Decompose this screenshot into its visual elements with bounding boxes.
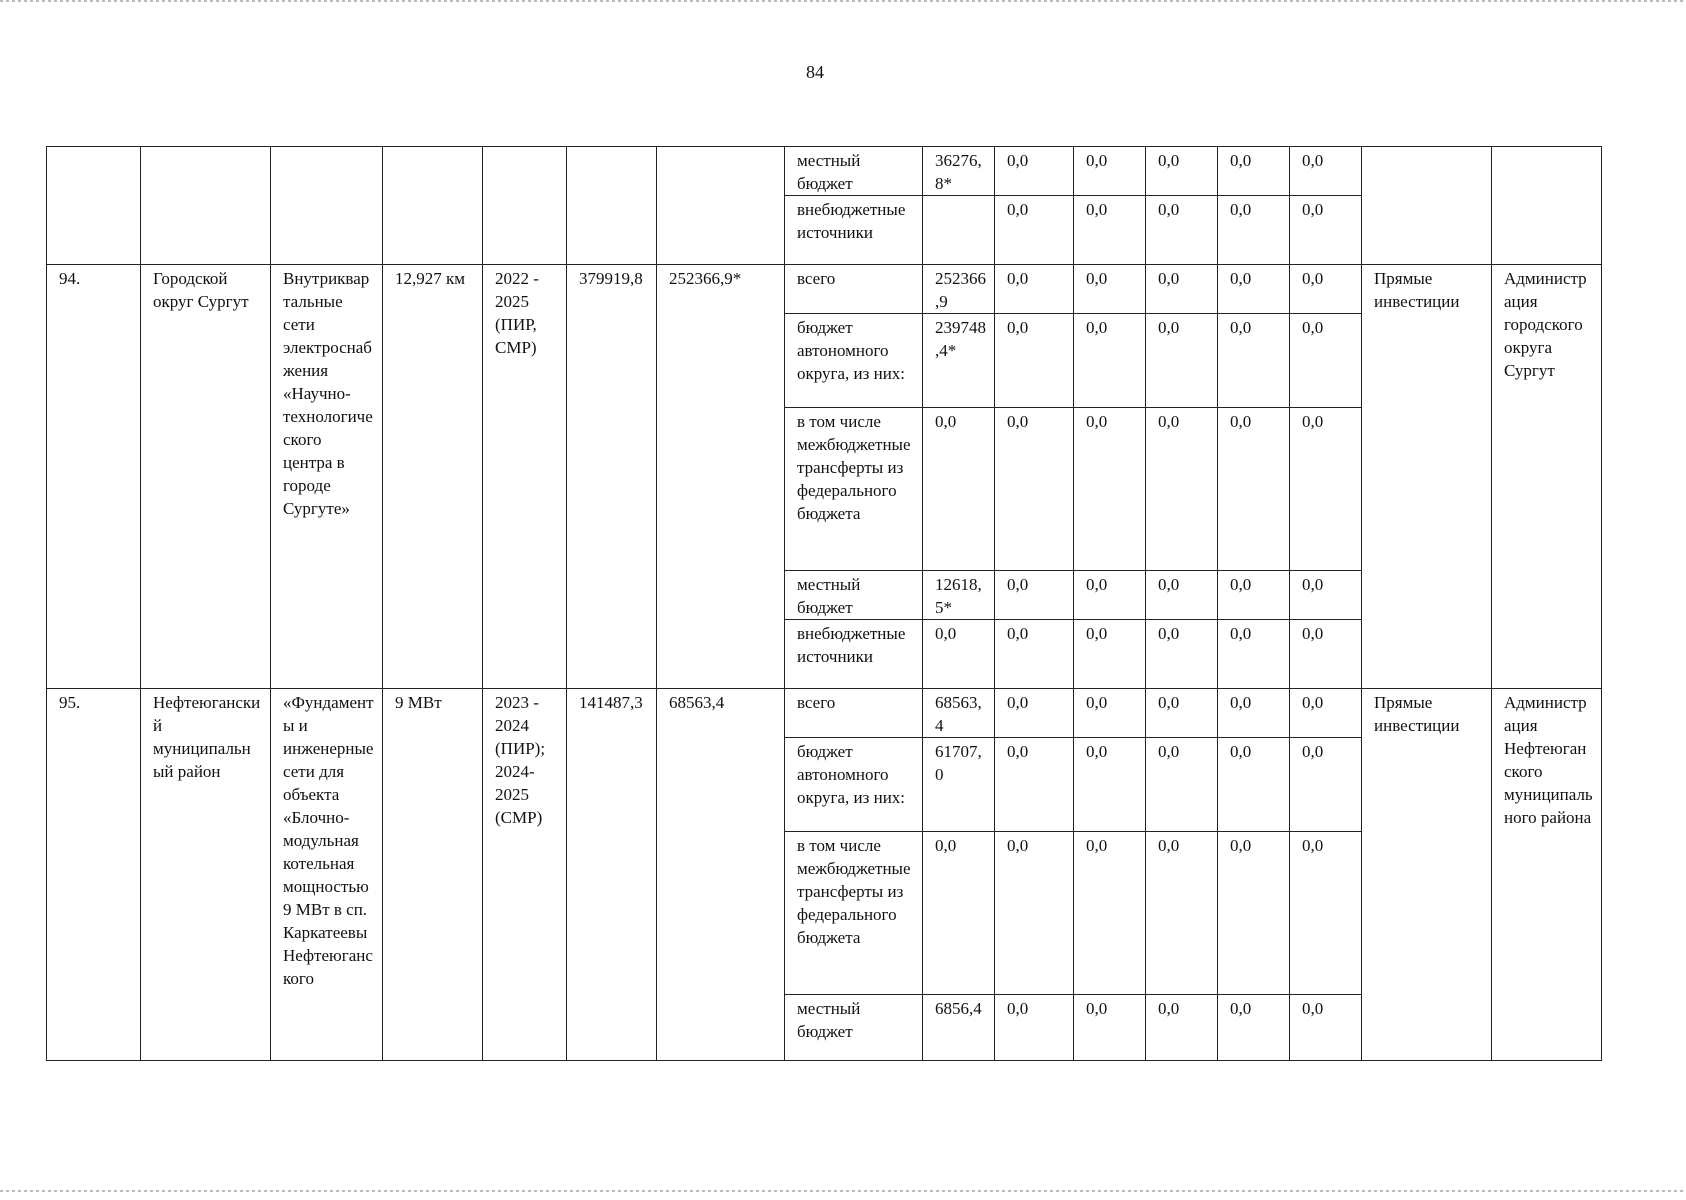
year-value: 0,0 (1218, 571, 1290, 620)
source-total: 68563,4 (923, 689, 995, 738)
year-value: 0,0 (1146, 147, 1218, 196)
table-row (47, 147, 1602, 196)
source-label: внебюджетные источники (785, 620, 923, 689)
year-value: 0,0 (1290, 147, 1362, 196)
year-value: 0,0 (1218, 408, 1290, 571)
cell-number: 94. (47, 265, 141, 689)
year-value: 0,0 (1146, 196, 1218, 265)
cell-cost: 379919,8 (567, 265, 657, 689)
scan-edge-bottom (0, 1190, 1686, 1192)
year-value: 0,0 (1218, 620, 1290, 689)
cell-executor: Администрация Нефтеюганского муниципального района (1492, 689, 1602, 1061)
year-value: 0,0 (1290, 832, 1362, 995)
source-label: внебюджетные источники (785, 196, 923, 265)
year-value: 0,0 (1290, 408, 1362, 571)
cell-mechanism (1362, 147, 1492, 265)
year-value: 0,0 (1074, 571, 1146, 620)
year-value: 0,0 (1290, 196, 1362, 265)
year-value: 0,0 (995, 408, 1074, 571)
source-total: 6856,4 (923, 995, 995, 1061)
year-value: 0,0 (1146, 738, 1218, 832)
year-value: 0,0 (1074, 408, 1146, 571)
cell-capacity (383, 147, 483, 265)
year-value: 0,0 (1218, 314, 1290, 408)
year-value: 0,0 (1146, 571, 1218, 620)
source-total (923, 196, 995, 265)
cell-number: 95. (47, 689, 141, 1061)
cell-capacity: 9 МВт (383, 689, 483, 1061)
cell-mechanism: Прямые инвестиции (1362, 689, 1492, 1061)
cell-executor: Администрация городского округа Сургут (1492, 265, 1602, 689)
page-number: 84 (806, 62, 824, 82)
year-value: 0,0 (995, 995, 1074, 1061)
source-total: 239748,4* (923, 314, 995, 408)
source-label: местный бюджет (785, 147, 923, 196)
source-label: всего (785, 689, 923, 738)
year-value: 0,0 (1146, 689, 1218, 738)
year-value: 0,0 (1218, 147, 1290, 196)
cell-capacity: 12,927 км (383, 265, 483, 689)
cell-municipality: Нефтеюганский муниципальный район (141, 689, 271, 1061)
year-value: 0,0 (1074, 832, 1146, 995)
source-label: всего (785, 265, 923, 314)
year-value: 0,0 (1074, 995, 1146, 1061)
cell-remaining (657, 147, 785, 265)
cell-remaining: 252366,9* (657, 265, 785, 689)
year-value: 0,0 (1290, 620, 1362, 689)
cell-remaining: 68563,4 (657, 689, 785, 1061)
year-value: 0,0 (1146, 408, 1218, 571)
cell-period: 2022 - 2025 (ПИР, СМР) (483, 265, 567, 689)
year-value: 0,0 (1290, 738, 1362, 832)
year-value: 0,0 (1146, 620, 1218, 689)
source-total: 61707,0 (923, 738, 995, 832)
year-value: 0,0 (1074, 196, 1146, 265)
source-total: 0,0 (923, 620, 995, 689)
year-value: 0,0 (995, 314, 1074, 408)
cell-executor (1492, 147, 1602, 265)
source-label: местный бюджет (785, 571, 923, 620)
year-value: 0,0 (1290, 995, 1362, 1061)
year-value: 0,0 (1290, 314, 1362, 408)
source-label: в том числе межбюджетные трансферты из федерального бюджета (785, 832, 923, 995)
table-row (47, 265, 1602, 314)
year-value: 0,0 (1074, 738, 1146, 832)
source-total: 0,0 (923, 832, 995, 995)
cell-cost: 141487,3 (567, 689, 657, 1061)
cell-period: 2023 - 2024 (ПИР); 2024-2025 (СМР) (483, 689, 567, 1061)
scan-edge-top (0, 0, 1686, 2)
cell-object (271, 147, 383, 265)
year-value: 0,0 (1290, 571, 1362, 620)
budget-table (46, 146, 1602, 1061)
year-value: 0,0 (1218, 689, 1290, 738)
year-value: 0,0 (995, 147, 1074, 196)
year-value: 0,0 (1146, 314, 1218, 408)
year-value: 0,0 (1146, 995, 1218, 1061)
source-label: местный бюджет (785, 995, 923, 1061)
source-label: в том числе межбюджетные трансферты из федерального бюджета (785, 408, 923, 571)
year-value: 0,0 (1218, 196, 1290, 265)
source-total: 0,0 (923, 408, 995, 571)
cell-object: Внутриквартальные сети электроснабжения «Научно-технологического центра в городе Сургуте» (271, 265, 383, 689)
cell-mechanism: Прямые инвестиции (1362, 265, 1492, 689)
source-total: 36276,8* (923, 147, 995, 196)
year-value: 0,0 (1218, 738, 1290, 832)
year-value: 0,0 (995, 738, 1074, 832)
year-value: 0,0 (995, 571, 1074, 620)
cell-municipality (141, 147, 271, 265)
source-label: бюджет автономного округа, из них: (785, 314, 923, 408)
source-label: бюджет автономного округа, из них: (785, 738, 923, 832)
cell-object: «Фундаменты и инженерные сети для объекта «Блочно-модульная котельная мощностью 9 МВт в сп. Каркатеевы Нефтеюганского (271, 689, 383, 1061)
year-value: 0,0 (1074, 689, 1146, 738)
cell-cost (567, 147, 657, 265)
year-value: 0,0 (995, 196, 1074, 265)
year-value: 0,0 (1218, 995, 1290, 1061)
year-value: 0,0 (1146, 832, 1218, 995)
cell-number (47, 147, 141, 265)
year-value: 0,0 (995, 689, 1074, 738)
year-value: 0,0 (1290, 689, 1362, 738)
year-value: 0,0 (1074, 620, 1146, 689)
year-value: 0,0 (995, 832, 1074, 995)
year-value: 0,0 (995, 620, 1074, 689)
source-total: 252366,9 (923, 265, 995, 314)
year-value: 0,0 (1074, 314, 1146, 408)
year-value: 0,0 (1290, 265, 1362, 314)
year-value: 0,0 (1074, 265, 1146, 314)
year-value: 0,0 (1218, 832, 1290, 995)
year-value: 0,0 (995, 265, 1074, 314)
year-value: 0,0 (1074, 147, 1146, 196)
cell-municipality: Городской округ Сургут (141, 265, 271, 689)
year-value: 0,0 (1218, 265, 1290, 314)
source-total: 12618,5* (923, 571, 995, 620)
table-row (47, 689, 1602, 738)
cell-period (483, 147, 567, 265)
year-value: 0,0 (1146, 265, 1218, 314)
